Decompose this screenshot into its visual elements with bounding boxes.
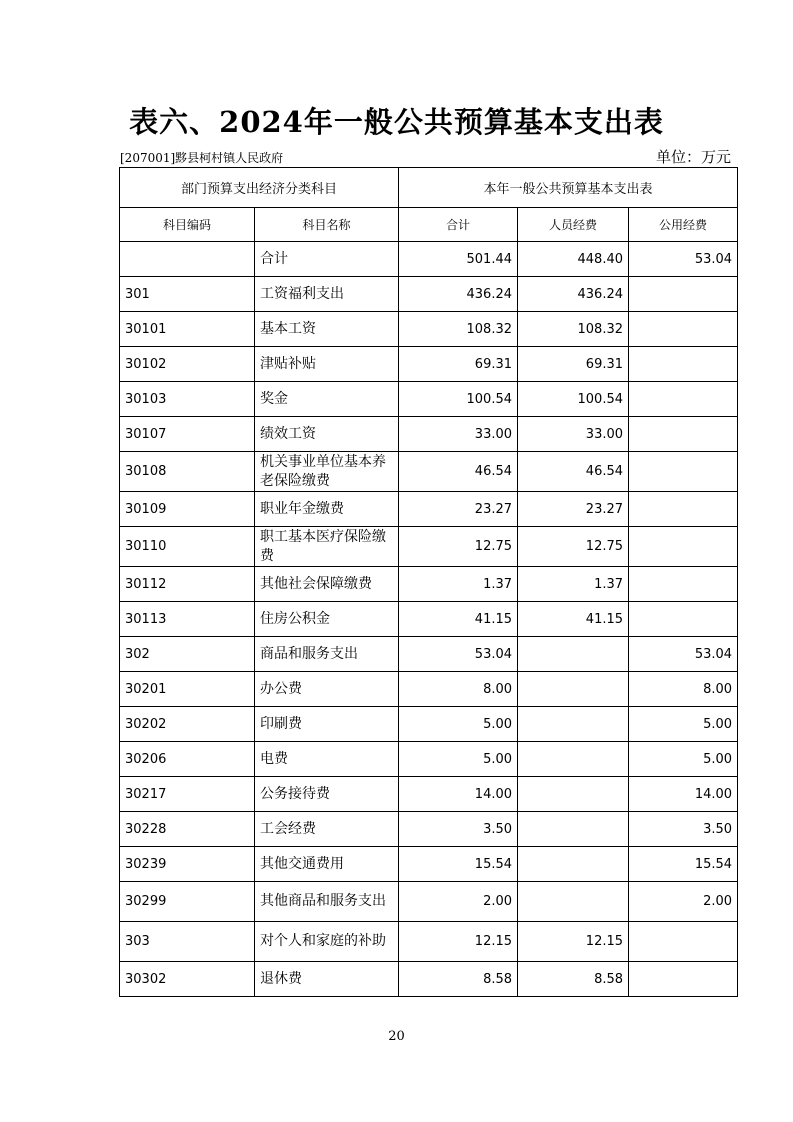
table-row (120, 312, 738, 347)
cell-total: 41.15 (399, 602, 518, 637)
cell-public (629, 962, 738, 997)
cell-public (629, 602, 738, 637)
cell-public (629, 347, 738, 382)
cell-code: 30302 (120, 962, 255, 997)
table-row (120, 242, 738, 277)
cell-total: 436.24 (399, 277, 518, 312)
table-row (120, 847, 738, 882)
table-row (120, 637, 738, 672)
cell-personnel: 108.32 (518, 312, 629, 347)
cell-personnel: 23.27 (518, 492, 629, 527)
cell-name: 其他社会保障缴费 (255, 567, 399, 602)
cell-personnel: 41.15 (518, 602, 629, 637)
column-header-name: 科目名称 (255, 208, 399, 242)
unit-code: [207001]黟县柯村镇人民政府 (120, 151, 284, 165)
cell-public: 53.04 (629, 242, 738, 277)
table-row (120, 707, 738, 742)
column-header-personnel: 人员经费 (518, 208, 629, 242)
cell-name: 公务接待费 (255, 777, 399, 812)
cell-name: 机关事业单位基本养老保险缴费 (255, 452, 399, 492)
cell-total: 1.37 (399, 567, 518, 602)
cell-personnel: 100.54 (518, 382, 629, 417)
cell-total: 8.00 (399, 672, 518, 707)
cell-total: 33.00 (399, 417, 518, 452)
cell-total: 15.54 (399, 847, 518, 882)
table-row (120, 812, 738, 847)
budget-table (119, 167, 738, 997)
group-header-row (120, 168, 738, 208)
cell-total: 69.31 (399, 347, 518, 382)
cell-total: 8.58 (399, 962, 518, 997)
cell-code: 30102 (120, 347, 255, 382)
cell-public (629, 492, 738, 527)
table-row (120, 602, 738, 637)
cell-public (629, 277, 738, 312)
cell-total: 2.00 (399, 882, 518, 922)
cell-total: 501.44 (399, 242, 518, 277)
table-row (120, 277, 738, 312)
cell-personnel (518, 672, 629, 707)
table-row (120, 492, 738, 527)
table-row (120, 742, 738, 777)
table-row (120, 347, 738, 382)
cell-personnel: 8.58 (518, 962, 629, 997)
cell-name: 基本工资 (255, 312, 399, 347)
cell-public: 8.00 (629, 672, 738, 707)
cell-public: 2.00 (629, 882, 738, 922)
table-row (120, 922, 738, 962)
cell-public: 14.00 (629, 777, 738, 812)
cell-code: 30239 (120, 847, 255, 882)
cell-name: 其他商品和服务支出 (255, 882, 399, 922)
cell-name: 工会经费 (255, 812, 399, 847)
cell-public (629, 452, 738, 492)
cell-public (629, 417, 738, 452)
cell-total: 12.75 (399, 527, 518, 567)
page-number: 20 (388, 1029, 405, 1044)
table-row (120, 567, 738, 602)
cell-personnel: 12.15 (518, 922, 629, 962)
cell-name: 工资福利支出 (255, 277, 399, 312)
cell-personnel: 448.40 (518, 242, 629, 277)
cell-personnel (518, 707, 629, 742)
cell-code: 30112 (120, 567, 255, 602)
cell-name: 对个人和家庭的补助 (255, 922, 399, 962)
table-row (120, 672, 738, 707)
cell-code: 30228 (120, 812, 255, 847)
cell-code: 30202 (120, 707, 255, 742)
cell-total: 108.32 (399, 312, 518, 347)
cell-code: 30103 (120, 382, 255, 417)
cell-name: 绩效工资 (255, 417, 399, 452)
cell-personnel: 69.31 (518, 347, 629, 382)
cell-total: 12.15 (399, 922, 518, 962)
cell-code: 30109 (120, 492, 255, 527)
cell-public: 15.54 (629, 847, 738, 882)
table-row (120, 527, 738, 567)
cell-code: 301 (120, 277, 255, 312)
cell-name: 办公费 (255, 672, 399, 707)
cell-name: 职业年金缴费 (255, 492, 399, 527)
group-header-classification: 部门预算支出经济分类科目 (120, 168, 399, 208)
cell-code: 30206 (120, 742, 255, 777)
cell-personnel (518, 847, 629, 882)
column-header-public: 公用经费 (629, 208, 738, 242)
table-row (120, 962, 738, 997)
column-header-code: 科目编码 (120, 208, 255, 242)
cell-public (629, 527, 738, 567)
cell-personnel: 1.37 (518, 567, 629, 602)
cell-code (120, 242, 255, 277)
cell-code: 30201 (120, 672, 255, 707)
cell-personnel (518, 812, 629, 847)
cell-name: 奖金 (255, 382, 399, 417)
cell-total: 5.00 (399, 742, 518, 777)
cell-public (629, 382, 738, 417)
cell-public: 53.04 (629, 637, 738, 672)
cell-personnel (518, 777, 629, 812)
cell-name: 退休费 (255, 962, 399, 997)
table-row (120, 882, 738, 922)
cell-personnel: 33.00 (518, 417, 629, 452)
cell-total: 14.00 (399, 777, 518, 812)
table-row (120, 417, 738, 452)
cell-personnel (518, 637, 629, 672)
cell-name: 印刷费 (255, 707, 399, 742)
cell-personnel: 436.24 (518, 277, 629, 312)
column-header-total: 合计 (399, 208, 518, 242)
group-header-expenditure: 本年一般公共预算基本支出表 (399, 168, 738, 208)
cell-personnel (518, 882, 629, 922)
cell-code: 30108 (120, 452, 255, 492)
table-row (120, 382, 738, 417)
cell-total: 100.54 (399, 382, 518, 417)
cell-name: 津贴补贴 (255, 347, 399, 382)
cell-name: 住房公积金 (255, 602, 399, 637)
table-row (120, 777, 738, 812)
cell-total: 3.50 (399, 812, 518, 847)
cell-code: 30217 (120, 777, 255, 812)
table-row (120, 452, 738, 492)
column-header-row (120, 208, 738, 242)
cell-public: 5.00 (629, 742, 738, 777)
cell-code: 30299 (120, 882, 255, 922)
cell-code: 30107 (120, 417, 255, 452)
cell-personnel (518, 742, 629, 777)
cell-name: 职工基本医疗保险缴费 (255, 527, 399, 567)
cell-total: 46.54 (399, 452, 518, 492)
cell-public: 5.00 (629, 707, 738, 742)
page-title: 表六、2024年一般公共预算基本支出表 (129, 105, 664, 139)
cell-code: 303 (120, 922, 255, 962)
cell-code: 30101 (120, 312, 255, 347)
cell-code: 30113 (120, 602, 255, 637)
cell-total: 5.00 (399, 707, 518, 742)
cell-name: 合计 (255, 242, 399, 277)
cell-name: 商品和服务支出 (255, 637, 399, 672)
cell-total: 23.27 (399, 492, 518, 527)
cell-name: 电费 (255, 742, 399, 777)
cell-total: 53.04 (399, 637, 518, 672)
cell-public (629, 922, 738, 962)
cell-code: 30110 (120, 527, 255, 567)
cell-public: 3.50 (629, 812, 738, 847)
cell-name: 其他交通费用 (255, 847, 399, 882)
cell-public (629, 567, 738, 602)
cell-personnel: 46.54 (518, 452, 629, 492)
unit-label: 单位：万元 (655, 148, 731, 166)
cell-code: 302 (120, 637, 255, 672)
cell-personnel: 12.75 (518, 527, 629, 567)
cell-public (629, 312, 738, 347)
